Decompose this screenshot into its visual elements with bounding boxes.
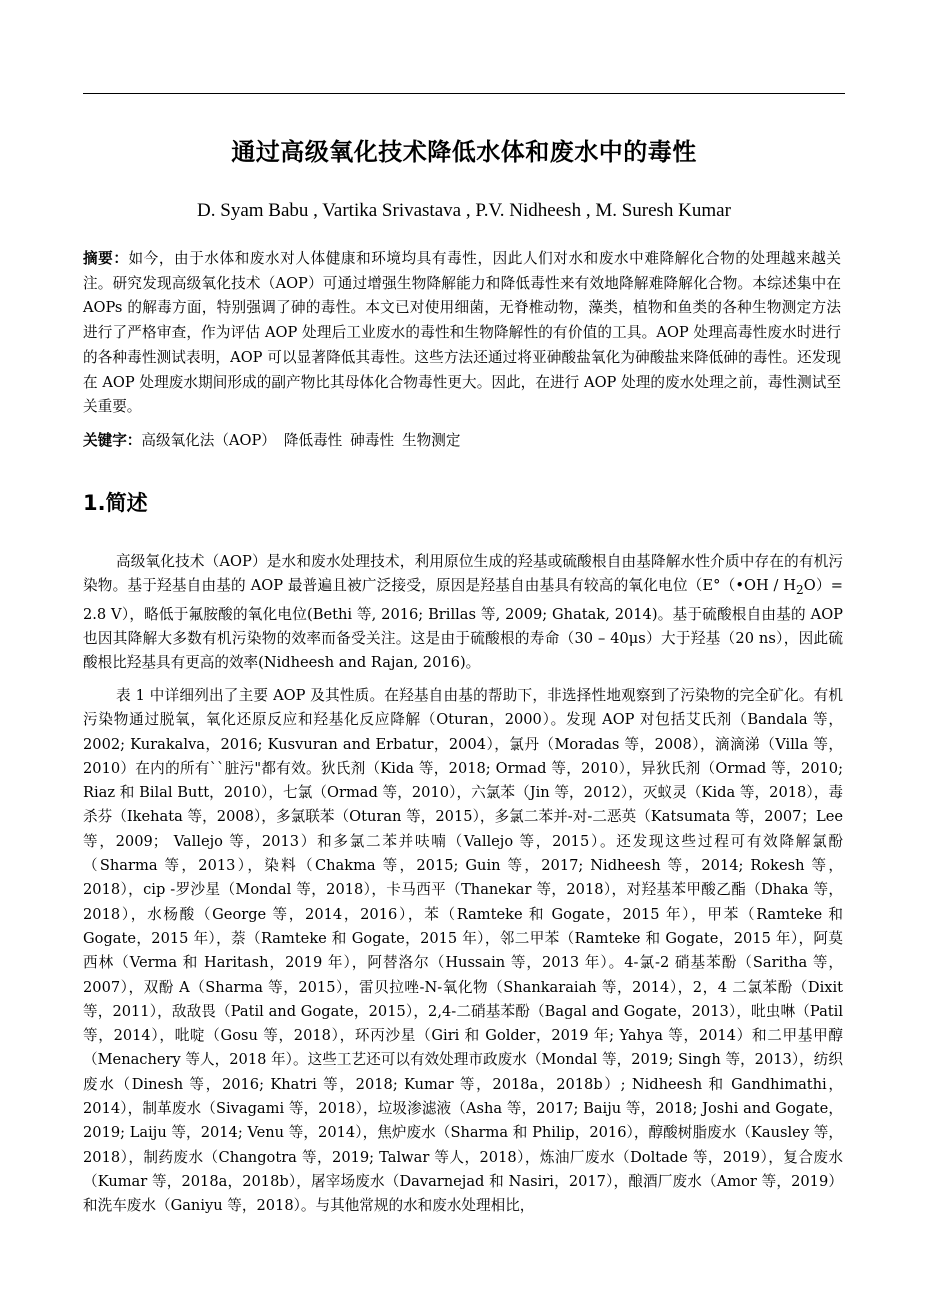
keywords-label: 关键字：: [83, 432, 142, 449]
subscript: 2: [796, 583, 804, 598]
abstract: [83, 247, 841, 420]
paragraph-text: 高级氧化技术（AOP）是水和废水处理技术，利用原位生成的羟基或硫酸根自由基降解水性介质中存在的有机污染物。基于羟基自由基的 AOP 最普遍且被广泛接受，原因是羟基自由基具有较高的氧化电位（E°（•OH / H: [83, 553, 843, 595]
keyword-item: 降低毒性: [283, 432, 343, 449]
paragraph-text: O）= 2.8 V），略低于氟胺酸的氧化电位(Bethi 等, 2016; Brillas 等, 2009; Ghatak, 2014)。基于硫酸根自由基的 AOP 也因其降解大多数有机污染物的效率而备受关注。这是由于硫酸根的寿命（30 – 40μs）大于羟基（20 ns），因此硫酸根比羟基具有更高的效率(Nidheesh and Rajan, 2016)。: [83, 577, 843, 672]
author-list: D. Syam Babu , Vartika Srivastava , P.V. Nidheesh , M. Suresh Kumar: [197, 200, 731, 221]
body-paragraph: 表 1 中详细列出了主要 AOP 及其性质。在羟基自由基的帮助下，非选择性地观察到了污染物的完全矿化。有机污染物通过脱氧，氧化还原反应和羟基化反应降解（Oturan，2000）。发现 AOP 对包括艾氏剂（Bandala 等，2002; Kurakalva，2016; Kusvuran and Erbatur，2004），氯丹（Moradas 等，2008），滴滴涕（Villa 等，2010）在内的所有``脏污"都有效。狄氏剂（Kida 等，2018; Ormad 等，2010），异狄氏剂（Ormad 等，2010; Riaz 和 Bilal Butt，2010），七氯（Ormad 等，2010），六氯苯（Jin 等，2012），灭蚁灵（Kida 等，2018），毒杀芬（Ikehata 等，2008），多氯联苯（Oturan 等，2015），多氯二苯并-对-二恶英（Katsumata 等，2007；Lee 等，2009； Vallejo 等，2013）和多氯二苯并呋喃（Vallejo 等，2015）。还发现这些过程可有效降解氯酚（Sharma 等，2013），染料（Chakma 等，2015; Guin 等，2017; Nidheesh 等，2014; Rokesh 等，2018），cip -罗沙星（Mondal 等，2018），卡马西平（Thanekar 等，2018），对羟基苯甲酸乙酯（Dhaka 等，2018），水杨酸（George 等，2014，2016），苯（Ramteke 和 Gogate，2015 年），甲苯（Ramteke 和 Gogate，2015 年），萘（Ramteke 和 Gogate，2015 年），邻二甲苯（Ramteke 和 Gogate，2015 年），阿莫西林（Verma 和 Haritash，2019 年），阿替洛尔（Hussain 等，2013 年）。4-氯-2 硝基苯酚（Saritha 等，2007），双酚 A（Sharma 等，2015），雷贝拉唑-N-氧化物（Shankaraiah 等，2014），2，4 二氯苯酚（Dixit 等，2011），敌敌畏（Patil and Gogate，2015），2,4-二硝基苯酚（Bagal and Gogate，2013），吡虫啉（Patil 等，2014），吡啶（Gosu 等，2018），环丙沙星（Giri 和 Golder，2019 年; Yahya 等，2014）和二甲基甲醇（Menachery 等人，2018 年）。这些工艺还可以有效处理市政废水（Mondal 等，2019; Singh 等，2013），纺织废水（Dinesh 等，2016; Khatri 等，2018; Kumar 等，2018a，2018b）; Nidheesh 和 Gandhimathi，2014），制革废水（Sivagami 等，2018），垃圾渗滤液（Asha 等，2017; Baiju 等，2018; Joshi and Gogate，2019; Laiju 等，2014; Venu 等，2014），焦炉废水（Sharma 和 Philip，2016），醇酸树脂废水（Kausley 等，2018），制药废水（Changotra 等，2019; Talwar 等人，2018），炼油厂废水（Doltade 等，2019），复合废水（Kumar 等，2018a，2018b），屠宰场废水（Davarnejad 和 Nasiri，2017），酿酒厂废水（Amor 等，2019）和洗车废水（Ganiyu 等，2018）。与其他常规的水和废水处理相比，: [83, 687, 843, 1215]
keyword-item: 砷毒性: [350, 432, 395, 449]
section-heading: 1.简述: [83, 491, 148, 515]
paper-title: 通过高级氧化技术降低水体和废水中的毒性: [231, 138, 697, 166]
keyword-item: 高级氧化法（AOP）: [141, 432, 276, 449]
keywords: [83, 429, 841, 453]
top-rule: [83, 93, 845, 94]
abstract-label: 摘要：: [83, 250, 129, 267]
keyword-item: 生物测定: [402, 432, 461, 449]
abstract-text: 如今，由于水体和废水对人体健康和环境均具有毒性，因此人们对水和废水中难降解化合物的处理越来越关注。研究发现高级氧化技术（AOP）可通过增强生物降解能力和降低毒性来有效地降解难降解化合物。本综述集中在 AOPs 的解毒方面，特别强调了砷的毒性。本文已对使用细菌，无脊椎动物，藻类，植物和鱼类的各种生物测定方法进行了严格审查，作为评估 AOP 处理后工业废水的毒性和生物降解性的有价值的工具。AOP 处理高毒性废水时进行的各种毒性测试表明，AOP 可以显著降低其毒性。这些方法还通过将亚砷酸盐氧化为砷酸盐来降低砷的毒性。还发现在 AOP 处理废水期间形成的副产物比其母体化合物毒性更大。因此，在进行 AOP 处理的废水处理之前，毒性测试至关重要。: [83, 250, 841, 416]
body-paragraph: [83, 550, 843, 675]
